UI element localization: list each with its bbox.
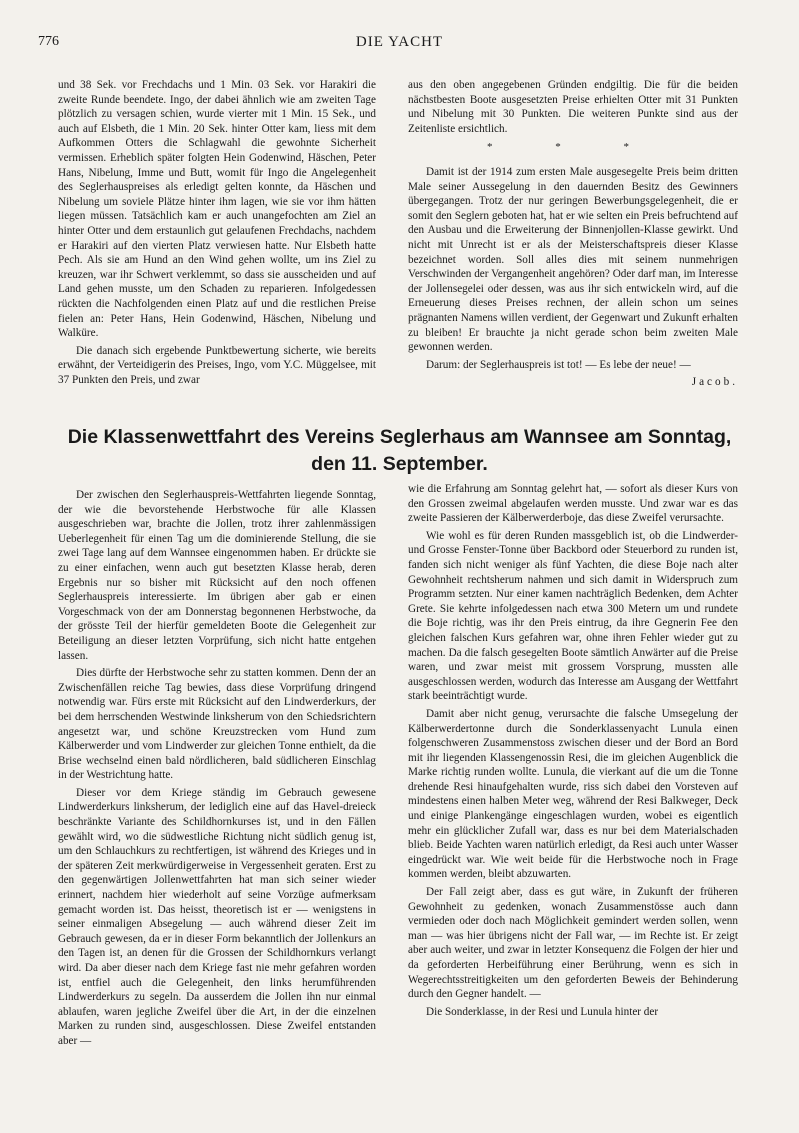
closing-line: Darum: der Seglerhauspreis ist tot! — Es lebe der neue! — xyxy=(426,358,691,371)
author-signature: Jacob. xyxy=(691,376,738,389)
paragraph: Der Fall zeigt aber, dass es gut wäre, in Zukunft der früheren Gewohnheit zu gedenken, wonach Zusammenstösse auch dann vermieden oder doch nach Möglichkeit gemindert werden sollen, wenn man — was hier übrigens nicht der Fall war, — im Rechte ist. Er zeigt aber auch weiter, und zwar in letzter Konsequenz die Folgen der hier und da geforderten Herbeiführung einer Berührung, wenn es sich in Wegerechtsstreitigkeiten um den geforderten Beweis der Behinderung durch den Gegner handelt. — xyxy=(408,886,738,1001)
page-number: 776 xyxy=(38,34,59,49)
paragraph: Dies dürfte der Herbstwoche sehr zu statten kommen. Denn der an Zwischenfällen reiche Tag bewies, dass diese Vorprüfung dringend notwendig war. Fürs erste mit Rücksicht auf den Lindwerderkurs, der bei dem herrschenden Westwinde linksherum von den Schiedsrichtern angesetzt war, und schöne Kreuzstrecken vom Hund zum Kälberwerder und vom Lindwerder zur gleichen Tonne enthielt, da die Brise wechselnd einen bald nördlicheren, bald südlicheren Einschlag in der Westrichtung hatte. xyxy=(58,667,376,782)
paragraph: wie die Erfahrung am Sonntag gelehrt hat, — sofort als dieser Kurs von den Grossen zweimal abgelaufen werden musste. Und zwar war es das zweite Passieren der Kälberwerderboje, das diese Zweifel verursachte. xyxy=(408,483,738,525)
top-left-column xyxy=(58,78,376,390)
paragraph: aus den oben angegebenen Gründen endgiltig. Die für die beiden nächstbesten Boote ausgesetzten Preise erhielten Otter mit 31 Punkten und Nibelung mit 30 Punkten. Die weiteren Punkte sind aus der Zeitenliste ersichtlich. xyxy=(408,79,738,135)
bottom-left-column xyxy=(58,488,376,1052)
paragraph: Wie wohl es für deren Runden massgeblich ist, ob die Lindwerder- und Grosse Fenster-Tonne über Backbord oder Steuerbord zu runden ist, fanden sich nicht weniger als fünf Yachten, die diese Boje nach alter Gewohnheit rechtsherum nahmen und sich damit in Widerspruch zum Programm setzten. Nur einer kamen nachträglich Bedenken, dem Achter Grete. Sie kehrte infolgedessen nach etwa 300 Metern um und rundete die Boje richtig, was ihr den Preis eintrug, da ihre Gegnerin Fee den gleichen falschen Kurs gefahren war, ohne ihren Fehler wieder gut zu machen. Da die falsch gesegelten Boote sämtlich Anwärter auf die Preise waren, und zwar meist mit grossem Vorsprung, mussten alle ausgeschlossen werden, wodurch das Interesse am Ausgang der Wettfahrt stark beeinträchtigt wurde. xyxy=(408,529,738,703)
article-headline xyxy=(40,424,759,478)
bottom-right-column xyxy=(408,482,738,1022)
headline-line: den 11. September. xyxy=(311,453,488,475)
paragraph: Damit ist der 1914 zum ersten Male ausgesegelte Preis beim dritten Male seiner Aussegelung in den dauernden Besitz des Gewinners übergegangen. Trotz der nur geringen Bewerbungsgelegenheit, die er somit den Seglern geboten hat, hat er wie selten ein Preis befruchtend auf den Ausbau und die Erweiterung der Binnenjollen-Klasse gewirkt. Und nicht mit Unrecht ist er als der Meisterschaftspreis dieser Klasse bezeichnet worden. Soll alles dies mit seinem nunmehrigen Verschwinden der Vergangenheit angehören? Oder darf man, im Interesse der Jollensegelei oder dessen, was aus ihr sich entwickeln wird, auf die Erneuerung dieses Preises rechnen, der allein schon um seines prägnanten Namens willen verdient, der Gegenwart und Zukunft erhalten zu bleiben! Er brauchte ja nicht gerade schon beim zweiten Male gewonnen werden. xyxy=(408,165,738,354)
paragraph: Dieser vor dem Kriege ständig im Gebrauch gewesene Lindwerderkurs linksherum, der lediglich eine auf das Havel-dreieck beschränkte Variante des Schildhornkurses ist, und in den Fällen gewählt wird, wo die südwestliche Richtung nicht südlich genug ist, um den Schlauchkurs zu rechtfertigen, ist während des Krieges und in der späteren Zeit merkwürdigerweise in Vergessenheit geraten. Erst zu den gegenwärtigen Jollenwettfahrten hat man sich seiner wieder erinnert, nachdem hier wiederholt auf seine Vorzüge aufmerksam gemacht worden ist. Das heisst, theoretisch ist er — wenigstens in seiner einmaligen Absegelung — auch während dieser Zeit im Gebrauch gewesen, da er in dieser Form bekanntlich der Jollenkurs an den Tagen ist, an denen für die Grossen der Schildhornkurs verlangt wird. Da aber dieser nach dem Kriege fast nie mehr gefahren worden ist, entfiel auch die Gelegenheit, den links herumführenden Lindwerderkurs zu segeln. Da ausserdem die Jollen ihn nur einmal ablaufen, waren jegliche Zweifel über die Art, in der die einzelnen Marken zu runden sind, ausgeschlossen. Diese Zweifel entstanden aber — xyxy=(58,786,376,1047)
paragraph: Der zwischen den Seglerhauspreis-Wettfahrten liegende Sonntag, der wie die bevorstehende Herbstwoche für alle Klassen ausgeschrieben war, brachte die Jollen, trotz ihrer zahlenmässigen Ueberlegenheit für einen Tag um die dominierende Stellung, die sie zwei Tage lang auf dem Wannsee eingenommen haben. Er drückte sie zu einer einfachen, wenn auch gut besetzten Klasse herab, deren Ergebnis nur so bisher mit Rücksicht auf den noch offenen Seglerhauspreis interessierte. Im übrigen aber gab er einen Vorgeschmack von der am Donnerstag begonnenen Herbstwoche, da der grösste Teil der hierfür gemeldeten Boote die Gelegenheit zur Beteiligung an dieser letzten Vorprüfung, sich nicht hatte entgehen lassen. xyxy=(58,489,376,662)
paragraph: Damit aber nicht genug, verursachte die falsche Umsegelung der Kälberwerdertonne durch die Sonderklassenyacht Lunula einen folgenschweren Zusammenstoss zwischen dieser und der Bord an Bord mit ihr liegenden Klassengenossin Resi, die im gleichen Augenblick die Marke richtig runden wollte. Lunula, die vierkant auf die um die Tonne drehende Resi hinaufgehalten wurde, riss sich dabei den Vorsteven auf mindestens einen halben Meter weg, während der Resi Balkweger, Deck und einige Plankengänge eingeschlagen wurden, wobei es eigentlich mehr ein glücklicher Zufall war, dass es nur bei dem Materialschaden blieb. Beide Yachten waren natürlich erledigt, da Resi auch unter Wasser eingedrückt war. Wie weit beide für die Herbstwoche noch in Frage kommen werden, bleibt abzuwarten. xyxy=(408,707,738,881)
top-right-column xyxy=(408,78,738,390)
headline-line: Die Klassenwettfahrt des Vereins Seglerhaus am Wannsee am Sonntag, xyxy=(67,426,732,448)
paragraph: Die Sonderklasse, in der Resi und Lunula hinter der xyxy=(426,1005,659,1018)
journal-title: DIE YACHT xyxy=(355,34,444,50)
paragraph: und 38 Sek. vor Frechdachs und 1 Min. 03 Sek. vor Harakiri die zweite Runde beendete. Ingo, der dabei ähnlich wie am zweiten Tage plötzlich zu versagen schien, wurde vierter mit 1 Min. 15 Sek., und auch auf Elsbeth, die 1 Min. 20 Sek. hinter Otter kam, liess mit dem Aufkommen Otters die Schlagwahl die gewohnte Sicherheit vermissen. Erheblich später folgten Hein Godenwind, Häschen, Peter Hans, Nibelung, Imme und Butt, womit für Ingo die Angelegenheit des Seglerhauspreises als erledigt gelten konnte, da Häschen und Nibelung um soviele Plätze hinter ihm lagen, wie sie vor ihm hätten liegen müssen. Tatsächlich kam er auch unangefochten am Ziel an hinter Otter und dem erstaunlich gut gelaufenen Frechdachs, nachdem er Harakiri auf den vierten Platz verwiesen hatte. Nur Elsbeth hatte Pech. Als sie am Hund an den Wind gehen wollte, um ins Ziel zu kreuzen, war ihr Schwert verklemmt, so dass sie ausscheiden und auf Land gehen musste, um den Schaden zu reparieren. Infolgedessen rückten die Nachfolgenden einen Platz auf und die restlichen Preise fielen an: Peter Hans, Hein Godenwind, Häschen, Nibelung und Walküre. xyxy=(58,79,376,340)
section-separator: * * * xyxy=(487,141,659,154)
page-header xyxy=(38,34,761,56)
paragraph: Die danach sich ergebende Punktbewertung sicherte, wie bereits erwähnt, der Verteidigerin des Preises, Ingo, vom Y.C. Müggelsee, mit 37 Punkten den Preis, und zwar xyxy=(58,344,376,386)
